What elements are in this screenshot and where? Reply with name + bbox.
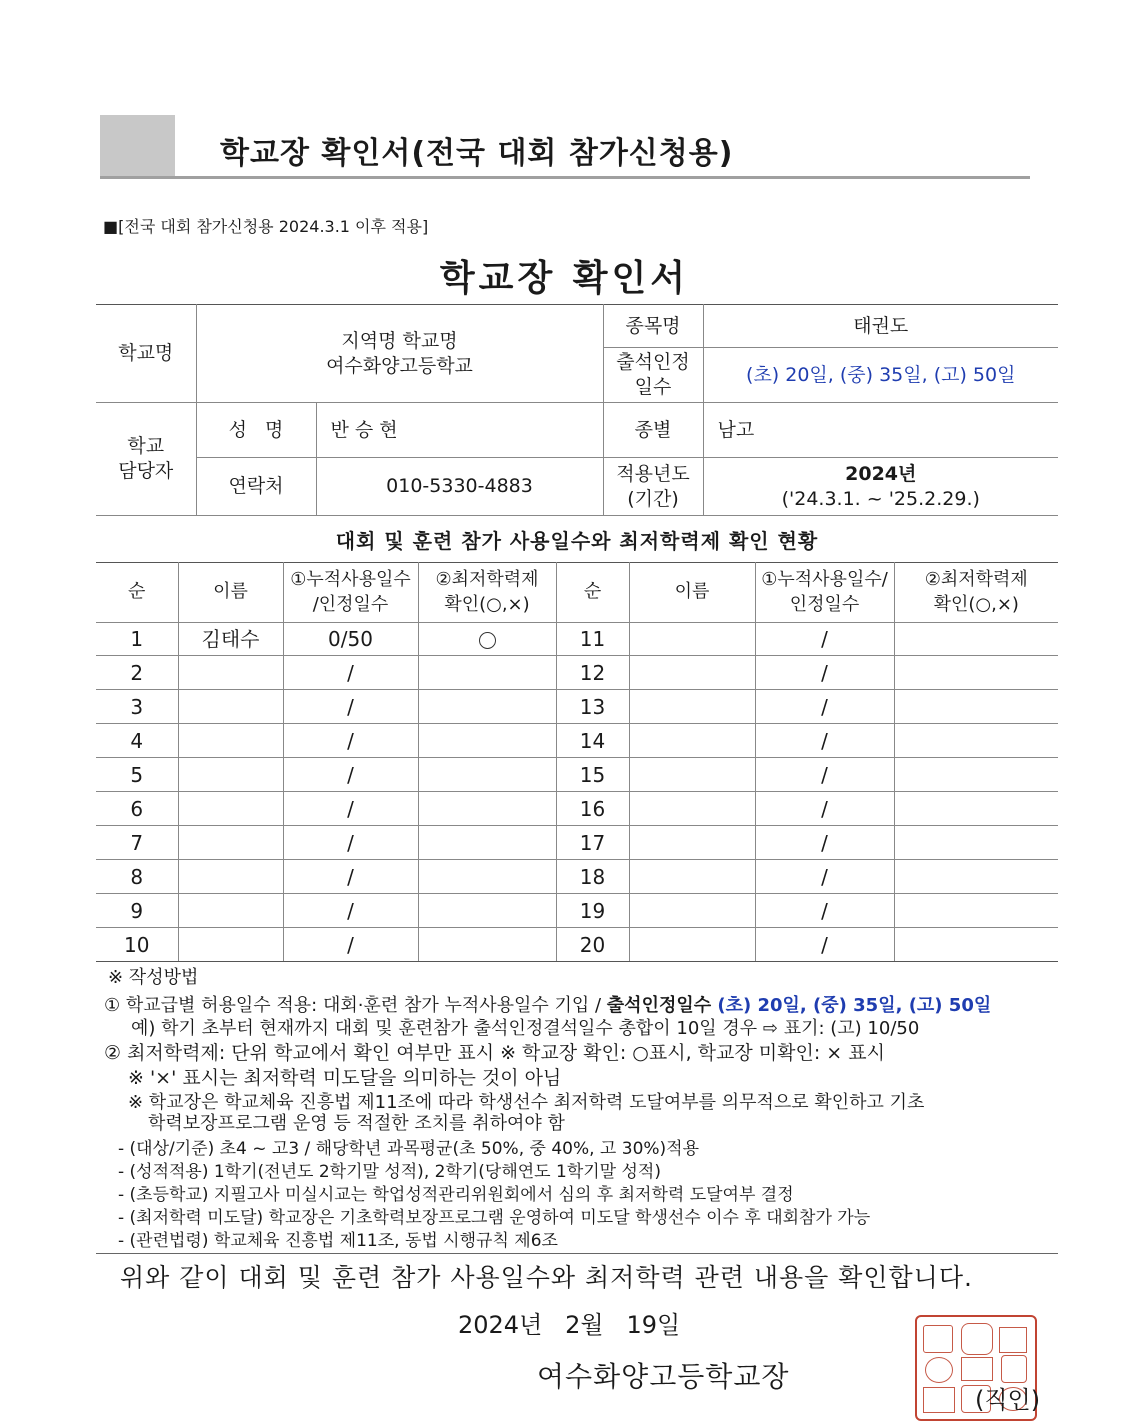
row-days-right: /	[755, 792, 894, 826]
header-title: 학교장 확인서(전국 대회 참가신청용)	[220, 136, 734, 171]
header-days-right-line1: ①누적사용일수/	[761, 569, 888, 591]
method-dash-4: - (최저학력 미도달) 학교장은 기초학력보장프로그램 운영하여 미도달 학생선수 이수 후 대회참가 가능	[118, 1208, 871, 1228]
method-item-2: ② 최저학력제: 단위 학교에서 확인 여부만 표시 ※ 학교장 확인: ○표시, 학교장 미확인: × 표시	[104, 1042, 885, 1064]
row-name-right	[629, 928, 755, 962]
row-num-right: 20	[556, 928, 629, 962]
row-min-left	[418, 792, 556, 826]
method-dash-2: - (성적적용) 1학기(전년도 2학기말 성적), 2학기(당해연도 1학기말 성적)	[118, 1162, 661, 1182]
bottom-rule	[96, 1253, 1058, 1254]
period-value-line: ('24.3.1. ~ '25.2.29.)	[781, 487, 980, 510]
row-num-left: 5	[96, 758, 178, 792]
row-num-left: 7	[96, 826, 178, 860]
row-name-left: 김태수	[178, 623, 283, 656]
header-name-right: 이름	[629, 563, 755, 623]
method-note-2a: ※ 학교장은 학교체육 진흥법 제11조에 따라 학생선수 최저학력 도달여부를 의무적으로 확인하고 기초	[128, 1092, 925, 1113]
header-min-left-line1: ②최저학력제	[435, 569, 539, 591]
row-num-right: 14	[556, 724, 629, 758]
row-num-left: 10	[96, 928, 178, 962]
row-name-right	[629, 758, 755, 792]
attendance-value: (초) 20일, (중) 35일, (고) 50일	[703, 348, 1058, 403]
row-name-left	[178, 724, 283, 758]
school-label: 학교명	[96, 305, 196, 403]
row-min-right	[894, 656, 1058, 690]
row-num-right: 17	[556, 826, 629, 860]
event-value: 태권도	[703, 305, 1058, 348]
table-row	[96, 928, 1058, 962]
row-name-left	[178, 894, 283, 928]
row-min-left	[418, 724, 556, 758]
method-dash-5: - (관련법령) 학교체육 진흥법 제11조, 동법 시행규칙 제6조	[118, 1231, 558, 1251]
row-num-left: 2	[96, 656, 178, 690]
row-min-right	[894, 758, 1058, 792]
year-label-line2: (기간)	[627, 487, 679, 510]
row-days-left: /	[283, 928, 418, 962]
row-days-left: /	[283, 690, 418, 724]
header-days-left-line2: /인정일수	[312, 593, 389, 615]
section-title: 대회 및 훈련 참가 사용일수와 최저학력제 확인 현황	[335, 529, 819, 553]
row-min-right	[894, 690, 1058, 724]
row-num-right: 11	[556, 623, 629, 656]
row-num-left: 9	[96, 894, 178, 928]
school-info-table	[96, 304, 1058, 516]
row-min-left	[418, 656, 556, 690]
name-label: 성 명	[196, 403, 316, 458]
applicability-note: ■[전국 대회 참가신청용 2024.3.1 이후 적용]	[103, 217, 429, 236]
row-days-left: /	[283, 724, 418, 758]
name-value: 반 승 현	[316, 403, 603, 458]
row-num-left: 6	[96, 792, 178, 826]
method-item-1-example: 예) 학기 초부터 현재까지 대회 및 훈련참가 출석인정결석일수 총합이 10일 경우 ⇨ 표기: (고) 10/50	[131, 1018, 920, 1039]
table-row	[96, 623, 1058, 656]
row-min-left	[418, 894, 556, 928]
row-min-right	[894, 826, 1058, 860]
method-item-1-text: ① 학교급별 허용일수 적용: 대회·훈련 참가 누적사용일수 기입 /	[104, 995, 607, 1016]
row-days-right: /	[755, 656, 894, 690]
row-num-right: 15	[556, 758, 629, 792]
row-num-left: 4	[96, 724, 178, 758]
row-name-right	[629, 656, 755, 690]
method-note-2b: 학력보장프로그램 운영 등 적절한 조치를 취하여야 함	[148, 1113, 565, 1134]
table-row	[96, 792, 1058, 826]
row-min-right	[894, 623, 1058, 656]
header-days-left-line1: ①누적사용일수	[290, 569, 411, 591]
header-num-left: 순	[96, 563, 178, 623]
row-days-right: /	[755, 758, 894, 792]
type-label: 종별	[603, 403, 703, 458]
year-value	[703, 458, 1058, 516]
row-days-right: /	[755, 860, 894, 894]
row-days-right: /	[755, 894, 894, 928]
row-days-right: /	[755, 826, 894, 860]
header-min-left-line2: 확인(○,×)	[444, 593, 530, 615]
row-min-left	[418, 826, 556, 860]
header-gray-block	[100, 115, 175, 177]
manager-label	[96, 403, 196, 516]
row-name-left	[178, 826, 283, 860]
header-min-right	[894, 563, 1058, 623]
year-label-line1: 적용년도	[616, 462, 690, 485]
manager-label-line1: 학교	[127, 435, 165, 458]
row-days-left: /	[283, 758, 418, 792]
table-row	[96, 656, 1058, 690]
school-region-line: 지역명 학교명	[341, 329, 458, 352]
method-item-1-days: (초) 20일, (중) 35일, (고) 50일	[711, 995, 992, 1016]
row-name-right	[629, 623, 755, 656]
method-dash-3: - (초등학교) 지필고사 미실시교는 학업성적관리위원회에서 심의 후 최저학력 도달여부 결정	[118, 1185, 794, 1205]
row-min-right	[894, 928, 1058, 962]
table-row	[96, 826, 1058, 860]
row-days-left: /	[283, 860, 418, 894]
header-min-left	[418, 563, 556, 623]
method-item-1-bold: 출석인정일수	[606, 995, 712, 1016]
row-num-left: 3	[96, 690, 178, 724]
row-days-right: /	[755, 623, 894, 656]
table-row	[96, 860, 1058, 894]
header-num-right: 순	[556, 563, 629, 623]
manager-label-line2: 담당자	[118, 460, 174, 482]
year-label	[603, 458, 703, 516]
attendance-label-line1: 출석인정	[616, 351, 690, 374]
table-row	[96, 724, 1058, 758]
row-min-left	[418, 928, 556, 962]
row-days-left: /	[283, 894, 418, 928]
row-days-left: /	[283, 792, 418, 826]
circle-mark-icon	[479, 632, 496, 649]
school-name-line: 여수화양고등학교	[326, 354, 473, 377]
row-min-right	[894, 792, 1058, 826]
row-days-left: /	[283, 826, 418, 860]
header-days-left	[283, 563, 418, 623]
row-num-right: 13	[556, 690, 629, 724]
row-num-right: 12	[556, 656, 629, 690]
row-name-right	[629, 724, 755, 758]
row-num-left: 8	[96, 860, 178, 894]
row-name-left	[178, 928, 283, 962]
row-days-left: /	[283, 656, 418, 690]
attendance-label	[603, 348, 703, 403]
row-num-left: 1	[96, 623, 178, 656]
row-days-right: /	[755, 690, 894, 724]
document-title: 학교장 확인서	[439, 258, 690, 299]
roster-table	[96, 562, 1058, 962]
row-name-left	[178, 656, 283, 690]
row-name-left	[178, 758, 283, 792]
row-min-left	[418, 690, 556, 724]
row-name-right	[629, 792, 755, 826]
row-min-left	[418, 860, 556, 894]
method-item-1	[104, 995, 991, 1017]
row-min-left	[418, 758, 556, 792]
row-min-right	[894, 860, 1058, 894]
row-name-left	[178, 792, 283, 826]
header-min-right-line1: ②최저학력제	[924, 569, 1028, 591]
row-name-left	[178, 690, 283, 724]
row-days-left: 0/50	[283, 623, 418, 656]
event-label: 종목명	[603, 305, 703, 348]
row-name-right	[629, 826, 755, 860]
row-num-right: 18	[556, 860, 629, 894]
table-row	[96, 894, 1058, 928]
type-value: 남고	[703, 403, 1058, 458]
row-min-left	[418, 623, 556, 656]
method-note-1: ※ '×' 표시는 최저학력 미도달을 의미하는 것이 아님	[128, 1067, 562, 1089]
header-days-right	[755, 563, 894, 623]
year-value-line: 2024년	[845, 462, 917, 485]
attendance-label-line2: 일수	[634, 376, 672, 398]
row-name-right	[629, 894, 755, 928]
contact-label: 연락처	[196, 458, 316, 516]
row-days-right: /	[755, 724, 894, 758]
signature-date: 2024년 2월 19일	[458, 1311, 681, 1339]
row-name-left	[178, 860, 283, 894]
row-num-right: 16	[556, 792, 629, 826]
principal-name: 여수화양고등학교장	[537, 1360, 790, 1393]
row-min-right	[894, 894, 1058, 928]
method-heading: ※ 작성방법	[108, 967, 199, 988]
confirmation-statement: 위와 같이 대회 및 훈련 참가 사용일수와 최저학력 관련 내용을 확인합니다.	[120, 1263, 973, 1292]
method-dash-1: - (대상/기준) 초4 ~ 고3 / 해당학년 과목평균(초 50%, 중 40%, 고 30%)적용	[118, 1139, 700, 1159]
contact-value: 010-5330-4883	[316, 458, 603, 516]
header-days-right-line2: 인정일수	[789, 593, 860, 615]
table-row	[96, 758, 1058, 792]
row-name-right	[629, 690, 755, 724]
row-min-right	[894, 724, 1058, 758]
header-name-left: 이름	[178, 563, 283, 623]
table-row	[96, 690, 1058, 724]
school-value	[196, 305, 603, 403]
row-name-right	[629, 860, 755, 894]
row-days-right: /	[755, 928, 894, 962]
header-rule	[100, 176, 1030, 179]
header-min-right-line2: 확인(○,×)	[933, 593, 1019, 615]
row-num-right: 19	[556, 894, 629, 928]
seal-label: (직인)	[975, 1386, 1041, 1414]
